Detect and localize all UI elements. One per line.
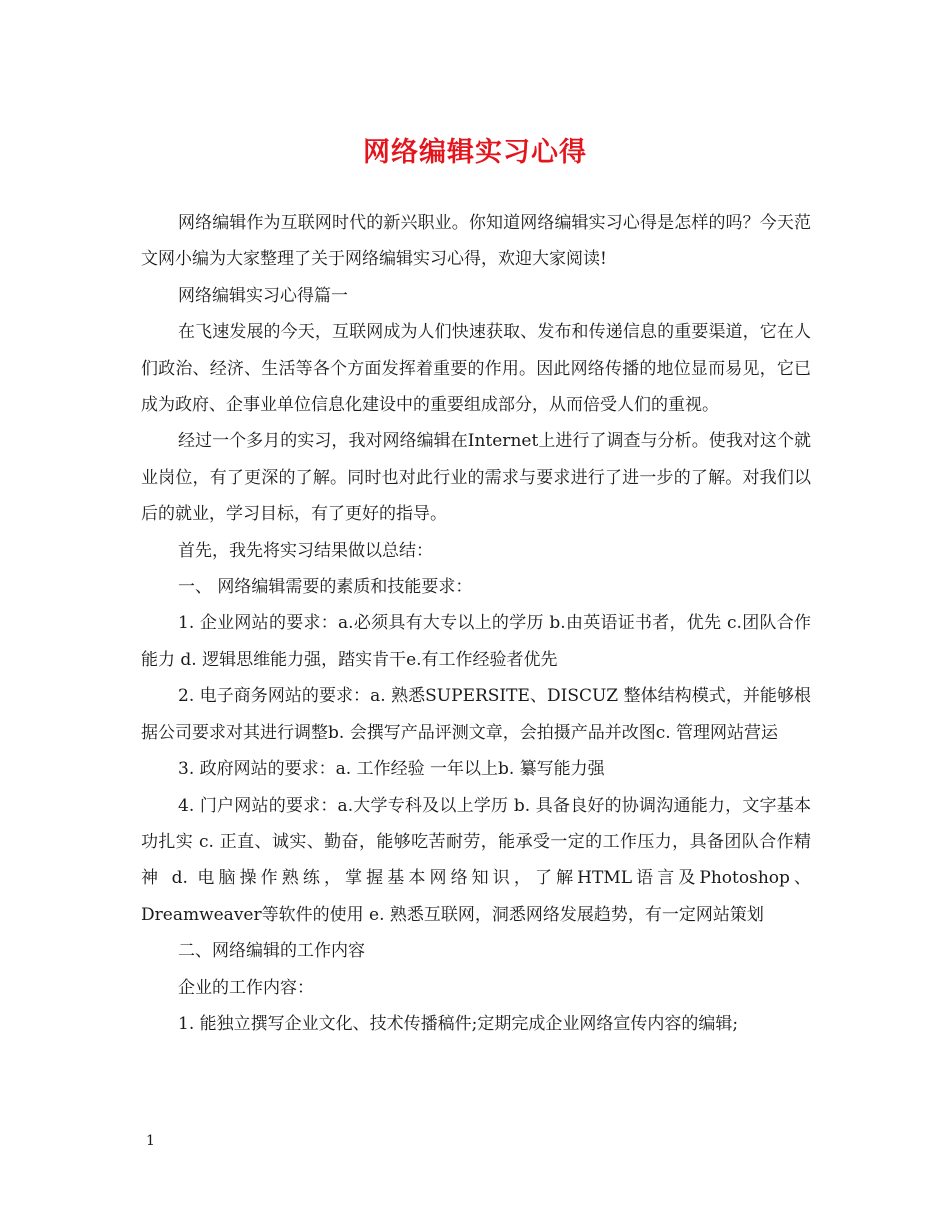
paragraph: 一、 网络编辑需要的素质和技能要求： — [178, 577, 473, 598]
paragraph: 二、网络编辑的工作内容 — [178, 941, 365, 962]
paragraph: 企业的工作内容： — [178, 977, 314, 998]
paragraph: 首先，我先将实习结果做以总结： — [178, 540, 433, 561]
paragraph: 网络编辑作为互联网时代的新兴职业。你知道网络编辑实习心得是怎样的吗？今天范文网小编为大家整理了关于网络编辑实习心得，欢迎大家阅读! — [141, 213, 811, 270]
document-body — [141, 205, 811, 1042]
paragraph: 网络编辑实习心得篇一 — [178, 285, 348, 306]
document-title: 网络编辑实习心得 — [363, 137, 587, 168]
paragraph: 1. 能独立撰写企业文化、技术传播稿件;定期完成企业网络宣传内容的编辑; — [178, 1013, 739, 1034]
paragraph: 经过一个多月的实习，我对网络编辑在Internet上进行了调查与分析。使我对这个就业岗位，有了更深的了解。同时也对此行业的需求与要求进行了进一步的了解。对我们以后的就业，学习目标，有了更好的指导。 — [141, 431, 811, 525]
paragraph: 4. 门户网站的要求：a.大学专科及以上学历 b. 具备良好的协调沟通能力，文字基本功扎实 c. 正直、诚实、勤奋，能够吃苦耐劳，能承受一定的工作压力，具备团队合作精神 d. 电脑操作熟练，掌握基本网络知识，了解HTML语言及Photoshop、Dreamweaver等软件的使用 e. 熟悉互联网，洞悉网络发展趋势，有一定网站策划 — [141, 795, 811, 925]
page-number: 1 — [146, 1133, 155, 1149]
paragraph: 在飞速发展的今天，互联网成为人们快速获取、发布和传递信息的重要渠道，它在人们政治、经济、生活等各个方面发挥着重要的作用。因此网络传播的地位显而易见，它已成为政府、企事业单位信息化建设中的重要组成部分，从而倍受人们的重视。 — [141, 322, 811, 416]
paragraph: 3. 政府网站的要求：a. 工作经验 一年以上b. 纂写能力强 — [178, 759, 605, 780]
paragraph: 1. 企业网站的要求：a.必须具有大专以上的学历 b.由英语证书者，优先 c.团队合作能力 d. 逻辑思维能力强，踏实肯干e.有工作经验者优先 — [141, 613, 811, 670]
paragraph: 2. 电子商务网站的要求：a. 熟悉SUPERSITE、DISCUZ 整体结构模式，并能够根据公司要求对其进行调整b. 会撰写产品评测文章，会拍摄产品并改图c. 管理网站营运 — [141, 686, 811, 743]
